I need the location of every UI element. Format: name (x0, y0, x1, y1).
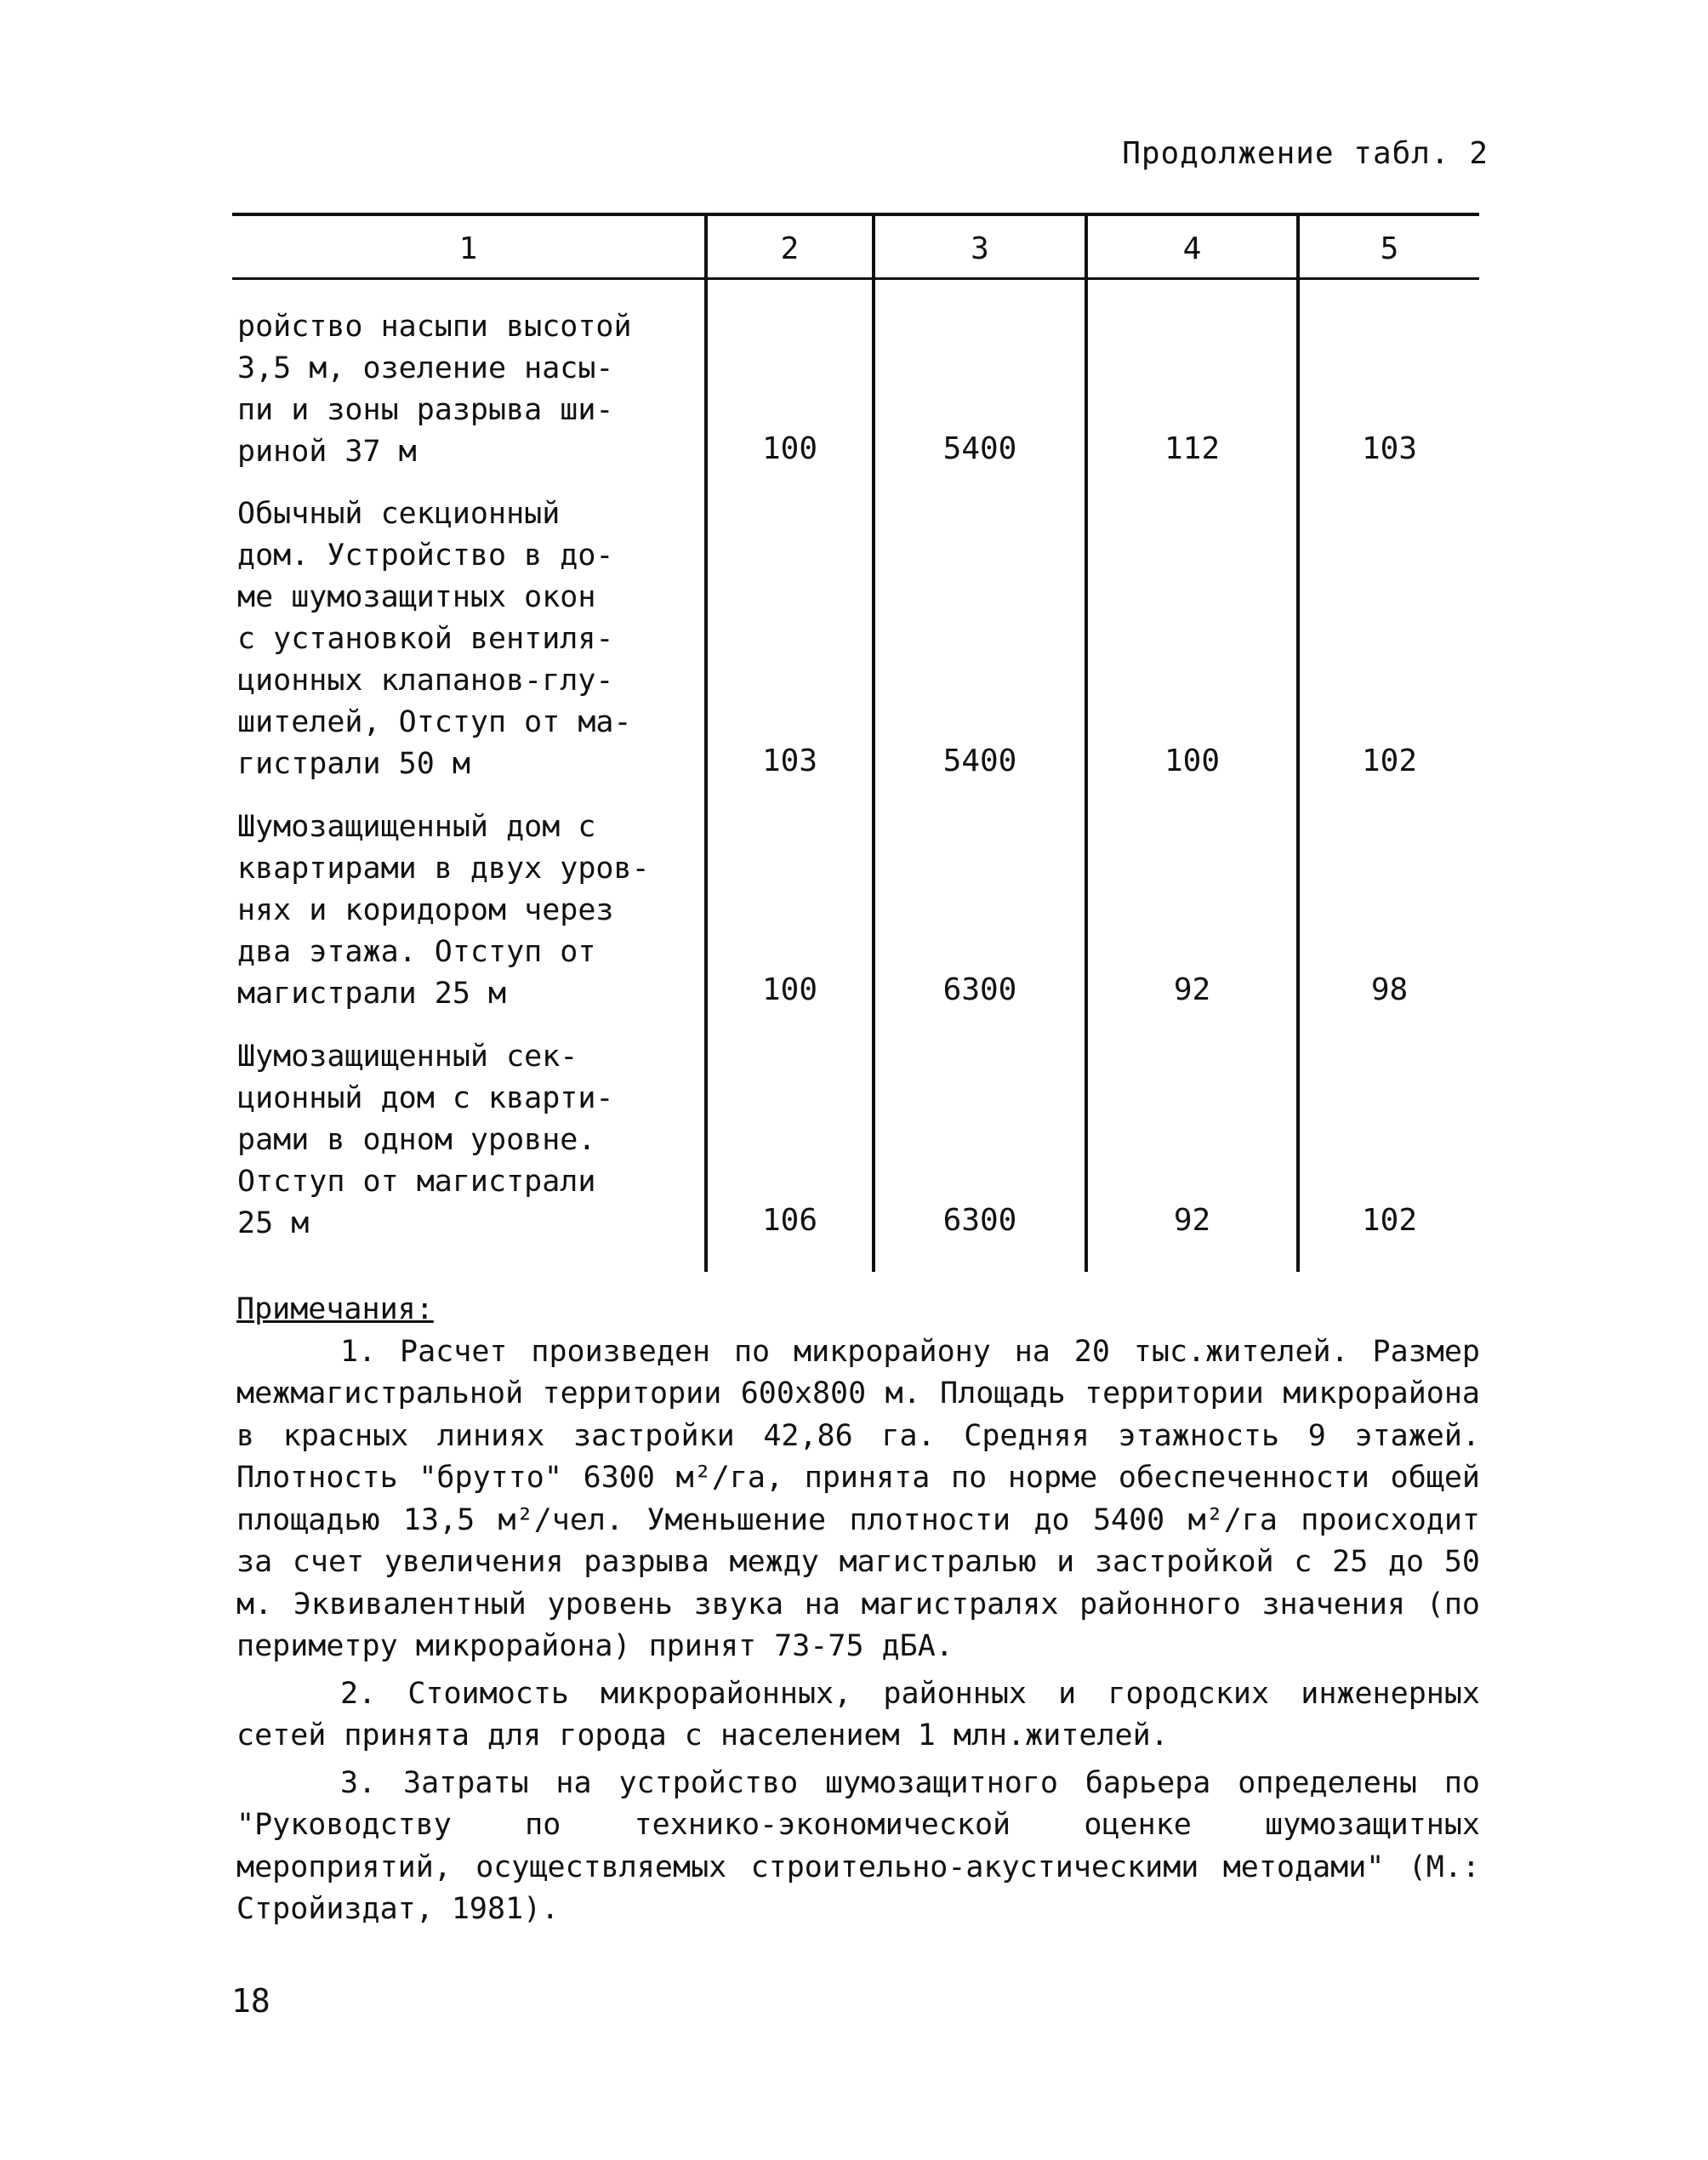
note-item: 1. Расчет произведен по микрорайону на 20 тыс.жителей. Размер межмагистральной территории 600х800 м. Площадь территории микрорайона в красных линиях застройки 42,86 га. Средняя этажность 9 этажей. Плотность "брутто" 6300 м²/га, принята по норме обеспеченности общей площадью 13,5 м²/чел. Уменьшение плотности до 5400 м²/га происходит за счет увеличения разрыва между магистралью и застройкой с 25 до 50 м. Эквивалентный уровень звука на магистралях районного значения (по периметру микрорайона) принят 73-75 дБА. (236, 1334, 1480, 1663)
table-cell: 103 (1361, 431, 1418, 466)
table-cell: 102 (1361, 744, 1418, 778)
column-divider (1296, 213, 1300, 1272)
table-cell: 100 (761, 972, 818, 1007)
notes-title: Примечания: (236, 1292, 434, 1326)
table-row-description: Шумозащищенный сек- ционный дом с кварти- рами в одном уровне. Отступ от магистрали 25 м (237, 1040, 614, 1240)
table-cell: 5400 (942, 431, 1017, 466)
table-row-description: Шумозащищенный дом с квартирами в двух уров- нях и коридором через два этажа. Отступ от магистрали 25 м (237, 810, 650, 1011)
column-header-2: 2 (780, 231, 800, 266)
table-cell: 102 (1361, 1203, 1418, 1238)
note-item: 3. Затраты на устройство шумозащитного барьера определены по "Руководству по технико-экономической оценке шумозащитных мероприятий, осуществляемых строительно-акустическими методами" (М.: Стройиздат, 1981). (236, 1765, 1480, 1926)
table-cell: 103 (761, 744, 818, 778)
table-cell: 106 (761, 1203, 818, 1238)
table-row-description: Обычный секционный дом. Устройство в до- ме шумозащитных окон с установкой вентиля- ционных клапанов-глу- шителей, Отступ от ма- гистрали 50 м (237, 497, 632, 781)
table-cell: 100 (1164, 744, 1221, 778)
page-number: 18 (231, 1982, 270, 2020)
table-cell: 112 (1164, 431, 1221, 466)
table-continuation-label: Продолжение табл. 2 (1122, 136, 1489, 171)
table-row-description: ройство насыпи высотой 3,5 м, озеление насы- пи и зоны разрыва ши- риной 37 м (237, 310, 632, 469)
data-table (232, 213, 1479, 1276)
column-header-5: 5 (1380, 231, 1399, 266)
column-header-1: 1 (458, 231, 478, 266)
notes-section (236, 1289, 1480, 1931)
column-header-3: 3 (971, 231, 989, 266)
table-cell: 100 (761, 431, 818, 466)
table-header-rule (232, 277, 1479, 280)
table-top-rule (232, 213, 1479, 216)
note-item: 2. Стоимость микрорайонных, районных и городских инженерных сетей принята для города с населением 1 млн.жителей. (236, 1676, 1480, 1753)
table-cell: 5400 (942, 744, 1017, 778)
column-divider (872, 213, 875, 1272)
table-cell: 6300 (942, 972, 1017, 1007)
column-divider (704, 213, 708, 1272)
table-cell: 98 (1370, 972, 1409, 1007)
column-divider (1085, 213, 1088, 1272)
table-cell: 92 (1173, 1203, 1211, 1238)
table-cell: 92 (1173, 972, 1211, 1007)
table-cell: 6300 (942, 1203, 1017, 1238)
column-header-4: 4 (1182, 231, 1202, 266)
